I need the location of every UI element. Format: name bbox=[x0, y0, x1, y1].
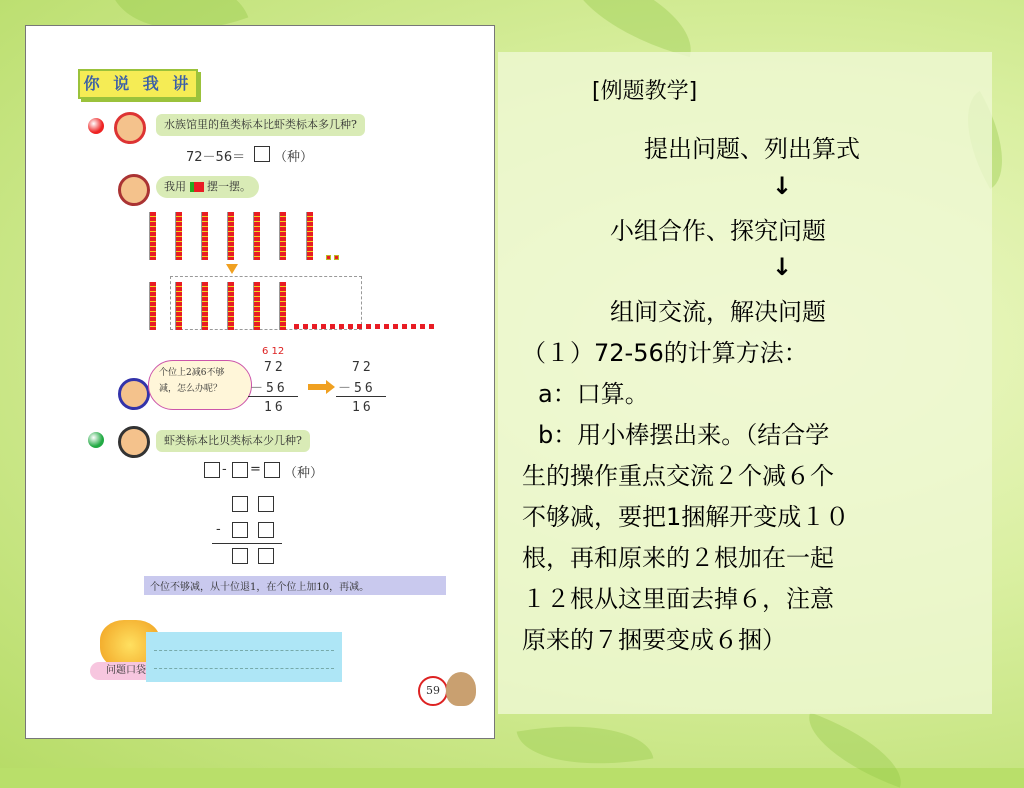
unit-label-2: （种） bbox=[284, 466, 324, 481]
single-stick bbox=[326, 255, 331, 260]
question-bubble-1: 水族馆里的鱼类标本比虾类标本多几种? bbox=[156, 114, 365, 136]
bag-note-area bbox=[146, 632, 342, 682]
stick-bundle bbox=[279, 212, 286, 260]
body-line-2: a：口算。 bbox=[538, 380, 649, 408]
boy-avatar-icon bbox=[114, 112, 146, 144]
slide-title: [例题教学] bbox=[592, 79, 698, 104]
stick-bundle bbox=[253, 282, 260, 330]
flow-step-1: 提出问题、列出算式 bbox=[644, 135, 860, 163]
blank-box bbox=[258, 548, 274, 564]
calc-b-rule bbox=[336, 396, 386, 397]
thinking-bubble: 个位上2减6不够减，怎么办呢？ bbox=[148, 360, 252, 410]
blank-box bbox=[232, 462, 248, 478]
speech-bubble: 我用 摆一摆。 bbox=[156, 176, 259, 198]
calc-a-result: 16 bbox=[264, 400, 286, 415]
stick-bundle bbox=[175, 282, 182, 330]
stick-bundle bbox=[149, 212, 156, 260]
stick-bundle bbox=[201, 212, 208, 260]
blank-box bbox=[232, 496, 248, 512]
body-line-3: b：用小棒摆出来。（结合学 bbox=[538, 421, 830, 449]
stick-bundle bbox=[253, 212, 260, 260]
answer-box bbox=[254, 146, 270, 162]
borrow-digits: 6 12 bbox=[262, 346, 285, 357]
girl-avatar-icon bbox=[118, 174, 150, 206]
blank-box bbox=[264, 462, 280, 478]
blank-box bbox=[204, 462, 220, 478]
body-line-1: （１）72-56的计算方法： bbox=[522, 339, 808, 367]
section-badge: 你 说 我 讲 bbox=[78, 69, 198, 99]
stick-bundle bbox=[149, 282, 156, 330]
note-line bbox=[154, 650, 334, 651]
equation-1: 72－56＝ bbox=[186, 150, 246, 165]
owl-icon bbox=[446, 672, 476, 706]
dashed-selection bbox=[170, 276, 362, 330]
stick-bundle-icon bbox=[190, 182, 204, 192]
body-line-8: 原来的７捆要变成６捆） bbox=[522, 626, 786, 654]
loose-sticks bbox=[294, 324, 434, 329]
flow-step-2: 小组合作、探究问题 bbox=[610, 217, 826, 245]
body-line-6: 根，再和原来的２根加在一起 bbox=[522, 544, 834, 572]
stick-bundle bbox=[175, 212, 182, 260]
question-bubble-2: 虾类标本比贝类标本少几种? bbox=[156, 430, 310, 452]
calc-a-rule bbox=[248, 396, 298, 397]
down-arrow-icon: ↓ bbox=[772, 172, 793, 200]
green-bullet-icon bbox=[88, 432, 104, 448]
down-arrow-icon: ↓ bbox=[772, 253, 793, 281]
unit-label: （种） bbox=[274, 150, 314, 165]
equals-sign: = bbox=[250, 462, 261, 477]
calc-b-top: 72 bbox=[352, 360, 374, 375]
stick-bundle bbox=[227, 282, 234, 330]
minus-sign: - bbox=[222, 462, 227, 477]
single-stick bbox=[334, 255, 339, 260]
minus-sign: - bbox=[216, 522, 221, 537]
textbook-page bbox=[25, 25, 495, 739]
calc-b-result: 16 bbox=[352, 400, 374, 415]
flow-step-3: 组间交流，解决问题 bbox=[610, 298, 826, 326]
blank-box bbox=[258, 522, 274, 538]
right-arrow-icon bbox=[308, 384, 328, 390]
stick-bundle bbox=[201, 282, 208, 330]
rule-line bbox=[212, 543, 282, 544]
blank-box bbox=[258, 496, 274, 512]
right-arrow-head bbox=[326, 380, 335, 394]
body-line-4: 生的操作重点交流２个减６个 bbox=[522, 462, 834, 490]
blank-box bbox=[232, 548, 248, 564]
note-line bbox=[154, 668, 334, 669]
blank-box bbox=[232, 522, 248, 538]
stick-bundle bbox=[279, 282, 286, 330]
calc-a-top: 72 bbox=[264, 360, 286, 375]
red-bullet-icon bbox=[88, 118, 104, 134]
stick-bundle bbox=[306, 212, 313, 260]
calc-b-mid: －56 bbox=[338, 381, 376, 396]
body-line-7: １２根从这里面去掉６，注意 bbox=[522, 585, 834, 613]
stick-bundle bbox=[227, 212, 234, 260]
down-arrow-icon bbox=[226, 264, 238, 274]
page-number-badge: 59 bbox=[418, 676, 448, 706]
bag-label: 问题口袋 bbox=[90, 662, 162, 680]
calc-a-mid: －56 bbox=[250, 381, 288, 396]
body-line-5: 不够减，要把1捆解开变成１０ bbox=[522, 503, 850, 531]
girl-avatar-icon bbox=[118, 378, 150, 410]
hint-strip: 个位不够减，从十位退1，在个位上加10，再减。 bbox=[144, 576, 446, 595]
girl-avatar-icon bbox=[118, 426, 150, 458]
